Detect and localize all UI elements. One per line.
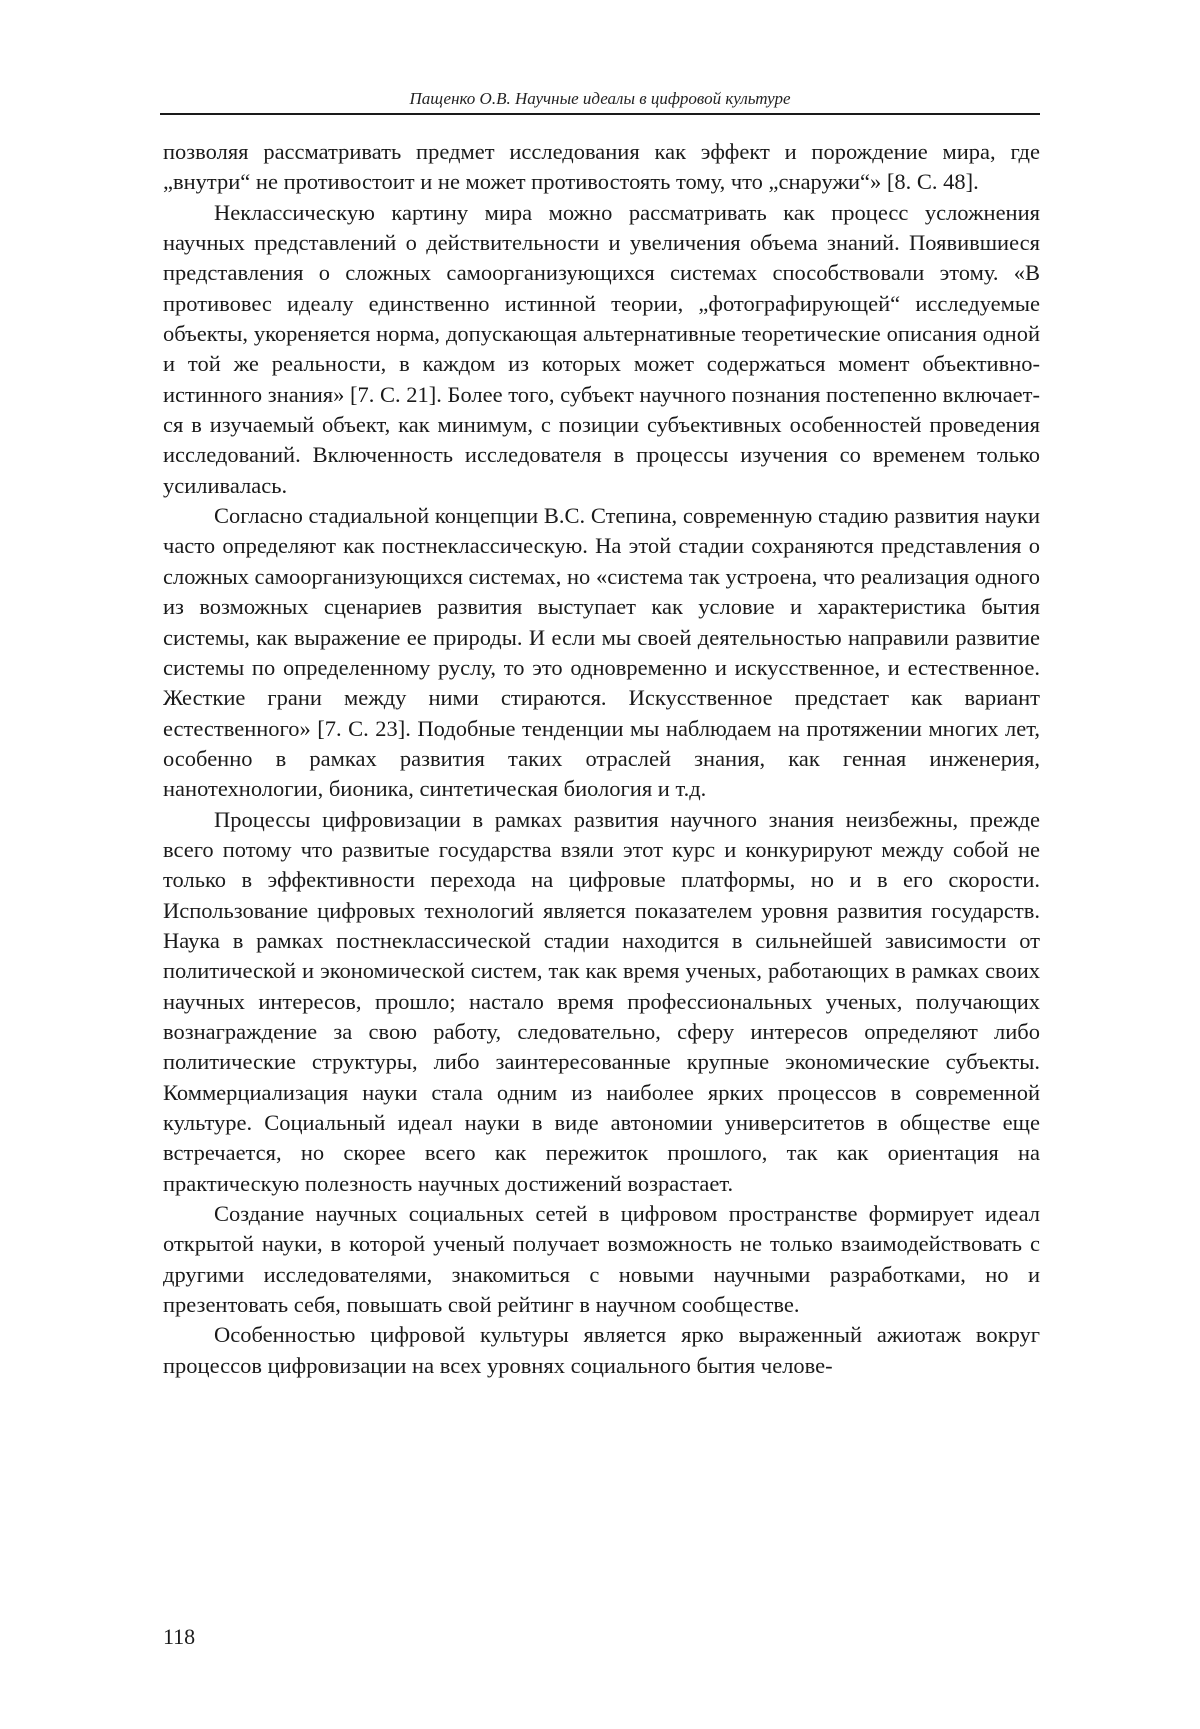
paragraph: Особенностью цифровой культуры является ярко выраженный ажиотаж вокруг процессов цифровизации на всех уровнях социального бытия челове-: [163, 1322, 1040, 1378]
paragraph: Неклассическую картину мира можно рассматривать как процесс усложнения научных представлений о действительности и увеличения объема знаний. Появившиеся представления о сложных самоорганизующихся системах способствовали этому. «В противовес идеалу единственно истинной теории, „фотографирующей“ исследуемые объекты, укореняется норма, допускающая альтернативные теоретические описания одной и той же реальности, в каждом из которых может содержаться момент объективно-истинного знания» [7. С. 21]. Более того, субъект научного познания постепенно включается в изучаемый объект, как минимум, с позиции субъективных особенностей проведения исследований. Включенность исследователя в процессы изучения со временем только усиливалась.: [163, 199, 1040, 498]
running-header: Пащенко О.В. Научные идеалы в цифровой культуре: [409, 89, 791, 108]
page-number: 118: [163, 1624, 196, 1649]
paragraph: Согласно стадиальной концепции В.С. Степина, современную стадию развития науки часто определяют как постнеклассическую. На этой стадии сохраняются представления о сложных самоорганизующихся системах, но «система так устроена, что реализация одного из возможных сценариев развития выступает как условие и характеристика бытия системы, как выражение ее природы. И если мы своей деятельностью направили развитие системы по определенному руслу, то это одновременно и искусственное, и естественное. Жесткие грани между ними стираются. Искусственное предстает как вариант естественного» [7. С. 23]. Подобные тенденции мы наблюдаем на протяжении многих лет, особенно в рамках развития таких отраслей знания, как генная инженерия, нанотехнологии, бионика, синтетическая биология и т.д.: [163, 503, 1040, 802]
paragraph: Создание научных социальных сетей в цифровом пространстве формирует идеал открытой науки, в которой ученый получает возможность не только взаимодействовать с другими исследователями, знакомиться с новыми научными разработками, но и презентовать себя, повышать свой рейтинг в научном сообществе.: [163, 1201, 1040, 1318]
header-rule: [160, 113, 1040, 115]
paragraph: Процессы цифровизации в рамках развития научного знания неизбежны, прежде всего потому что развитые государства взяли этот курс и конкурируют между собой не только в эффективности перехода на цифровые платформы, но и в его скорости. Использование цифровых технологий является показателем уровня развития государств. Наука в рамках постнеклассической стадии находится в сильнейшей зависимости от политической и экономической систем, так как время ученых, работающих в рамках своих научных интересов, прошло; настало время профессиональных ученых, получающих вознаграждение за свою работу, следовательно, сферу интересов определяют либо политические структуры, либо заинтересованные крупные экономические субъекты. Коммерциализация науки стала одним из наиболее ярких процессов в современной культуре. Социальный идеал науки в виде автономии университетов в обществе еще встречается, но скорее всего как пережиток прошлого, так как ориентация на практическую полезность научных достижений возрастает.: [163, 806, 1040, 1196]
paragraph-continuation: позволяя рассматривать предмет исследования как эффект и порождение мира, где „внутри“ не противостоит и не может противостоять тому, что „снаружи“» [8. С. 48].: [163, 139, 1040, 195]
body-text: [163, 137, 1040, 1381]
